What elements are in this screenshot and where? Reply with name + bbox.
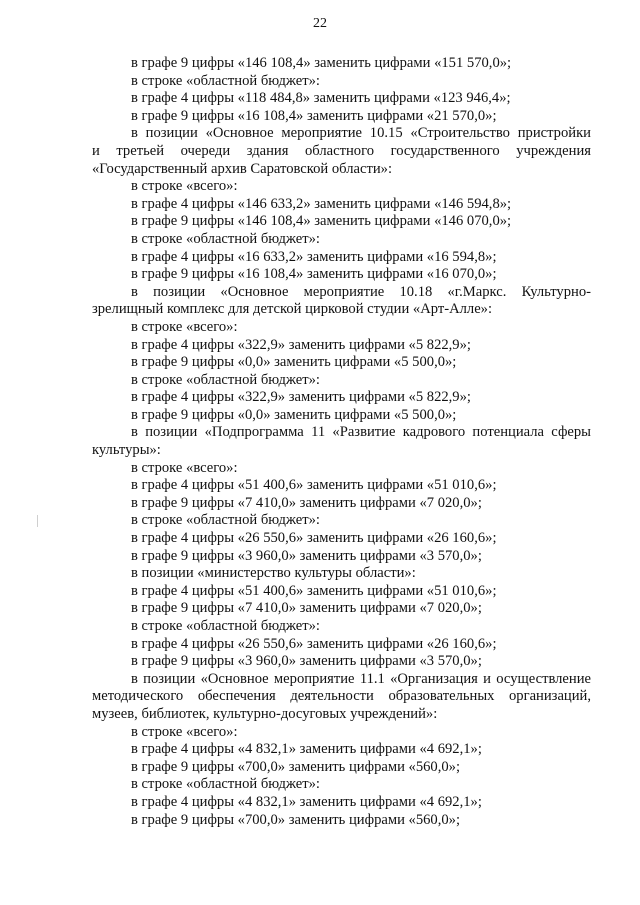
text-line: в графе 9 цифры «700,0» заменить цифрами «560,0»;: [131, 758, 461, 775]
text-line: и третьей очереди здания областного государственного учреждения: [92, 142, 591, 159]
text-line: в графе 9 цифры «16 108,4» заменить цифрами «16 070,0»;: [131, 266, 497, 283]
text-line: в графе 9 цифры «16 108,4» заменить цифрами «21 570,0»;: [131, 107, 497, 124]
text-line: в графе 4 цифры «322,9» заменить цифрами «5 822,9»;: [131, 336, 471, 353]
text-line: в строке «областной бюджет»:: [131, 72, 320, 89]
text-line: в графе 4 цифры «322,9» заменить цифрами «5 822,9»;: [131, 389, 471, 406]
text-line: в графе 9 цифры «700,0» заменить цифрами «560,0»;: [131, 811, 461, 828]
text-line: в графе 9 цифры «0,0» заменить цифрами «5 500,0»;: [131, 354, 457, 371]
text-line: в строке «областной бюджет»:: [131, 776, 320, 793]
text-line: в графе 9 цифры «146 108,4» заменить цифрами «146 070,0»;: [131, 213, 512, 230]
text-line: в строке «всего»:: [131, 723, 238, 740]
text-line: в строке «областной бюджет»:: [131, 618, 320, 634]
text-line: в графе 4 цифры «26 550,6» заменить цифрами «26 160,6»;: [131, 530, 497, 547]
text-line: в строке «всего»:: [131, 178, 238, 195]
text-line: в графе 9 цифры «0,0» заменить цифрами «5 500,0»;: [131, 406, 457, 423]
text-line: в графе 9 цифры «3 960,0» заменить цифрами «3 570,0»;: [131, 653, 482, 670]
text-line: в графе 9 цифры «7 410,0» заменить цифрами «7 020,0»;: [131, 600, 482, 617]
text-line: в графе 4 цифры «26 550,6» заменить цифрами «26 160,6»;: [131, 635, 497, 652]
text-line: музеев, библиотек, культурно-досуговых учреждений»:: [92, 705, 438, 722]
text-line: в графе 4 цифры «16 633,2» заменить цифрами «16 594,8»;: [131, 248, 497, 265]
text-line: в позиции «Основное мероприятие 10.18 «г.Маркс. Культурно-: [131, 283, 591, 300]
text-line: культуры»:: [92, 442, 161, 459]
text-line: в позиции «министерство культуры области»:: [131, 565, 416, 582]
text-line: в графе 4 цифры «4 832,1» заменить цифрами «4 692,1»;: [131, 793, 482, 810]
text-line: в строке «всего»:: [131, 318, 238, 335]
text-line: в строке «всего»:: [131, 459, 238, 476]
document-body: [92, 55, 591, 829]
page-number: 22: [313, 16, 327, 31]
text-line: в позиции «Основное мероприятие 10.15 «Строительство пристройки: [131, 125, 591, 142]
text-line: в графе 9 цифры «146 108,4» заменить цифрами «151 570,0»;: [131, 55, 512, 71]
text-line: в позиции «Основное мероприятие 11.1 «Организация и осуществление: [131, 670, 591, 687]
text-line: в строке «областной бюджет»:: [131, 371, 320, 388]
text-line: «Государственный архив Саратовской области»:: [92, 160, 393, 177]
text-line: в графе 4 цифры «118 484,8» заменить цифрами «123 946,4»;: [131, 90, 511, 107]
text-line: в графе 9 цифры «7 410,0» заменить цифрами «7 020,0»;: [131, 494, 482, 511]
text-line: в графе 4 цифры «51 400,6» заменить цифрами «51 010,6»;: [131, 582, 497, 599]
text-line: в позиции «Подпрограмма 11 «Развитие кадрового потенциала сферы: [131, 424, 591, 441]
text-line: в строке «областной бюджет»:: [131, 512, 320, 529]
text-line: в графе 4 цифры «51 400,6» заменить цифрами «51 010,6»;: [131, 477, 497, 494]
text-line: в графе 4 цифры «146 633,2» заменить цифрами «146 594,8»;: [131, 195, 512, 212]
margin-mark: [37, 515, 38, 527]
text-line: зрелищный комплекс для детской цирковой студии «Арт-Алле»:: [92, 301, 493, 318]
text-line: в графе 4 цифры «4 832,1» заменить цифрами «4 692,1»;: [131, 741, 482, 758]
text-line: в строке «областной бюджет»:: [131, 230, 320, 247]
text-line: методического обеспечения деятельности образовательных организаций,: [92, 688, 591, 705]
text-line: в графе 9 цифры «3 960,0» заменить цифрами «3 570,0»;: [131, 547, 482, 564]
